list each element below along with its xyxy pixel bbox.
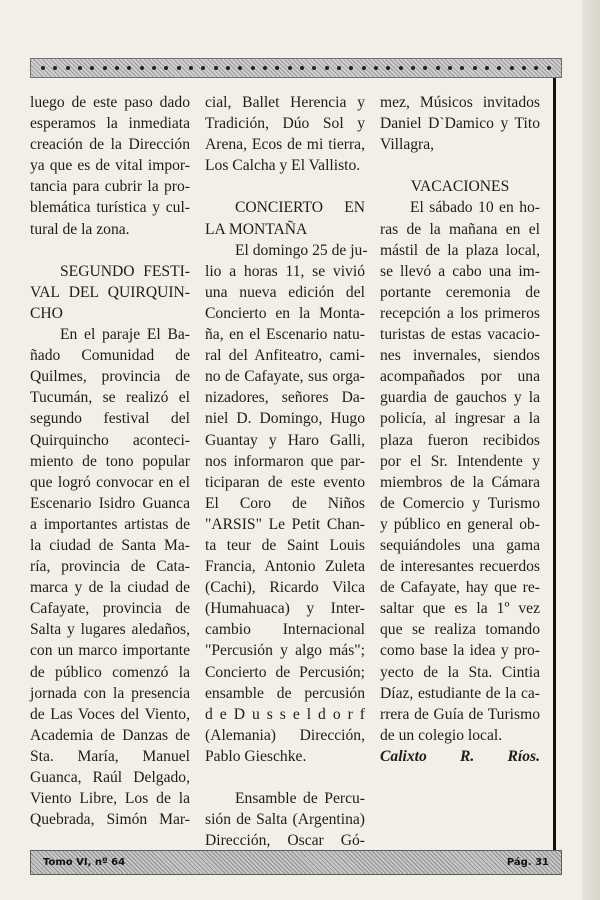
text-line: yecto de la Sta. Cintia bbox=[380, 663, 540, 681]
text-line: ña, en el Escenario natu- bbox=[205, 326, 365, 344]
text-line: miembros de la Cámara bbox=[380, 473, 540, 491]
text-line: cambio Internacional bbox=[205, 621, 365, 639]
col1-body bbox=[30, 324, 190, 830]
column-2 bbox=[205, 92, 368, 851]
text-line: Quebrada, Simón Mar- bbox=[30, 811, 190, 829]
text-line: Daniel D`Damico y Tito bbox=[380, 115, 540, 133]
text-line: la ciudad de Santa Ma- bbox=[30, 536, 190, 554]
col1-intro bbox=[30, 92, 190, 240]
text-line: ñado Comunidad de bbox=[30, 347, 190, 365]
text-line: y público en general ob- bbox=[380, 515, 540, 533]
text-line: marca y de la ciudad de bbox=[30, 579, 190, 597]
text-line: plaza fueron recibidos bbox=[380, 431, 540, 449]
heading-segundo-festival bbox=[30, 261, 190, 324]
text-line: ral del Anfiteatro, cami- bbox=[205, 347, 365, 365]
author-signature: Calixto R. Ríos. bbox=[380, 747, 540, 765]
text-line: nizadores, señores Da- bbox=[205, 389, 365, 407]
text-line: como base la idea y pro- bbox=[380, 642, 540, 660]
text-line: "ARSIS" Le Petit Chan- bbox=[205, 515, 365, 533]
text-line: Quirquincho aconteci- bbox=[30, 431, 190, 449]
text-line: por el Sr. Intendente y bbox=[380, 452, 540, 470]
text-line: Villagra, bbox=[380, 136, 435, 154]
text-line: que logró convocar en el bbox=[30, 473, 190, 491]
col2-intro bbox=[205, 92, 365, 176]
text-line: Arena, Ecos de mi tierra, bbox=[205, 136, 365, 154]
footer-bar bbox=[30, 850, 562, 875]
text-line: mez, Músicos invitados bbox=[380, 94, 540, 111]
text-line: nes invernales, siendos bbox=[380, 347, 540, 365]
text-line: acompañados por una bbox=[380, 368, 540, 386]
text-line: miento de tono popular bbox=[30, 452, 190, 470]
text-line: Francia, Antonio Zuleta bbox=[205, 558, 365, 576]
text-line: Tucumán, se realizó el bbox=[30, 389, 190, 407]
text-line: portante ceremonia de bbox=[380, 283, 540, 301]
text-line: saltar que es la 1º vez bbox=[380, 600, 540, 618]
col3-body bbox=[380, 197, 540, 745]
text-line: Dirección, Oscar Gó- bbox=[205, 832, 365, 850]
text-line: jornada con la presencia bbox=[30, 684, 190, 702]
text-line: a importantes artistas de bbox=[30, 515, 190, 533]
text-line: de Las Voces del Viento, bbox=[30, 705, 190, 723]
text-line: ría, provincia de Cata- bbox=[30, 558, 190, 576]
text-line: niel D. Domingo, Hugo bbox=[205, 410, 365, 428]
heading-concierto bbox=[205, 197, 365, 239]
text-line: lio a horas 11, se vivió bbox=[205, 262, 365, 280]
heading-line: SEGUNDO FESTI- bbox=[60, 262, 190, 280]
text-line: guardia de gauchos y la bbox=[380, 389, 540, 407]
text-line: ensamble de percusión bbox=[205, 684, 365, 702]
col2-body bbox=[205, 240, 368, 767]
text-line: de público comenzó la bbox=[30, 663, 190, 681]
text-line: mástil de la plaza local, bbox=[380, 241, 540, 259]
heading-line: LA MONTAÑA bbox=[205, 220, 308, 238]
text-line: recepción a los primeros bbox=[380, 304, 540, 322]
text-line: tural de la zona. bbox=[30, 220, 130, 238]
text-line: El sábado 10 en ho- bbox=[410, 199, 540, 217]
text-line: turistas de estas vacacio- bbox=[380, 326, 540, 344]
text-line: Escenario Isidro Guanca bbox=[30, 494, 190, 512]
text-line: En el paraje El Ba- bbox=[60, 326, 190, 344]
text-line: que se realiza tomando bbox=[380, 621, 540, 639]
text-line: Sta. María, Manuel bbox=[30, 747, 190, 765]
column-rule bbox=[553, 78, 556, 850]
column-3 bbox=[380, 92, 540, 767]
text-line: Concierto de Percusión; bbox=[205, 663, 365, 681]
text-line: ya que es de vital impor- bbox=[30, 157, 190, 175]
text-line: tancia para cubrir la pro- bbox=[30, 178, 190, 196]
text-line: rrera de Guía de Turismo bbox=[380, 705, 540, 723]
text-line: Quilmes, provincia de bbox=[30, 368, 190, 386]
text-line: blemática turística y cul- bbox=[30, 199, 190, 217]
col3-intro bbox=[380, 92, 540, 155]
text-line: Cafayate, provincia de bbox=[30, 600, 190, 618]
heading-line: CONCIERTO EN bbox=[235, 199, 365, 217]
text-line: d e D u s s e l d o r f bbox=[205, 705, 365, 723]
text-line: nos informaron que par- bbox=[205, 452, 365, 470]
text-line: ticiparan de este evento bbox=[205, 473, 365, 491]
page-edge bbox=[582, 0, 600, 900]
text-line: Ensamble de Percu- bbox=[235, 790, 365, 808]
text-line: esperamos la inmediata bbox=[30, 115, 190, 133]
text-line: Guantay y Haro Galli, bbox=[205, 431, 365, 449]
text-line: una nueva edición del bbox=[205, 283, 365, 301]
text-line: ta teur de Saint Louis bbox=[205, 536, 365, 554]
text-line: se llevó a cabo una im- bbox=[380, 262, 540, 280]
text-line: Concierto en la Monta- bbox=[205, 304, 365, 322]
text-line: (Humahuaca) y Inter- bbox=[205, 600, 365, 618]
heading-line: VAL DEL QUIRQUIN- bbox=[30, 283, 190, 301]
text-line: Viento Libre, Los de la bbox=[30, 790, 190, 808]
text-line: no de Cafayate, sus orga- bbox=[205, 368, 365, 386]
heading-vacaciones: VACACIONES bbox=[410, 178, 510, 196]
text-line: El domingo 25 de ju- bbox=[235, 241, 368, 259]
text-line: cial, Ballet Herencia y bbox=[205, 94, 365, 111]
text-line: creación de la Dirección bbox=[30, 136, 190, 154]
text-line: Díaz, estudiante de la ca- bbox=[380, 684, 540, 702]
text-line: (Cachi), Ricardo Vilca bbox=[205, 579, 365, 597]
text-line: de interesantes recuerdos bbox=[380, 558, 540, 576]
text-line: Academia de Danzas de bbox=[30, 726, 190, 744]
text-line: de Comercio y Turismo bbox=[380, 494, 540, 512]
text-line: Los Calcha y El Vallisto. bbox=[205, 157, 361, 175]
col2-body2 bbox=[205, 788, 365, 851]
text-line: segundo festival del bbox=[30, 410, 190, 428]
text-line: Guanca, Raúl Delgado, bbox=[30, 769, 190, 786]
text-line: sión de Salta (Argentina) bbox=[205, 811, 365, 829]
volume-label: Tomo VI, nº 64 bbox=[43, 857, 126, 868]
text-line: "Percusión y algo más"; bbox=[205, 642, 365, 660]
text-line: luego de este paso dado bbox=[30, 94, 190, 111]
page-number: Pág. 31 bbox=[506, 857, 549, 868]
text-line: (Alemania) Dirección, bbox=[205, 726, 365, 744]
text-line: de un colegio local. bbox=[380, 726, 503, 744]
text-line: El Coro de Niños bbox=[205, 494, 365, 512]
text-line: con un marco importante bbox=[30, 642, 190, 660]
text-line: ras de la mañana en el bbox=[380, 220, 540, 238]
text-line: Salta y lugares aledaños, bbox=[30, 621, 190, 639]
text-line: Pablo Gieschke. bbox=[205, 747, 307, 765]
text-line: de Cafayate, hay que re- bbox=[380, 579, 540, 597]
text-line: policía, al ingresar a la bbox=[380, 410, 540, 428]
heading-line: CHO bbox=[30, 304, 63, 322]
text-line: sequiándoles una gama bbox=[380, 536, 540, 554]
text-line: Tradición, Dúo Sol y bbox=[205, 115, 365, 133]
top-decorative-bar bbox=[30, 58, 562, 78]
column-1 bbox=[30, 92, 190, 830]
